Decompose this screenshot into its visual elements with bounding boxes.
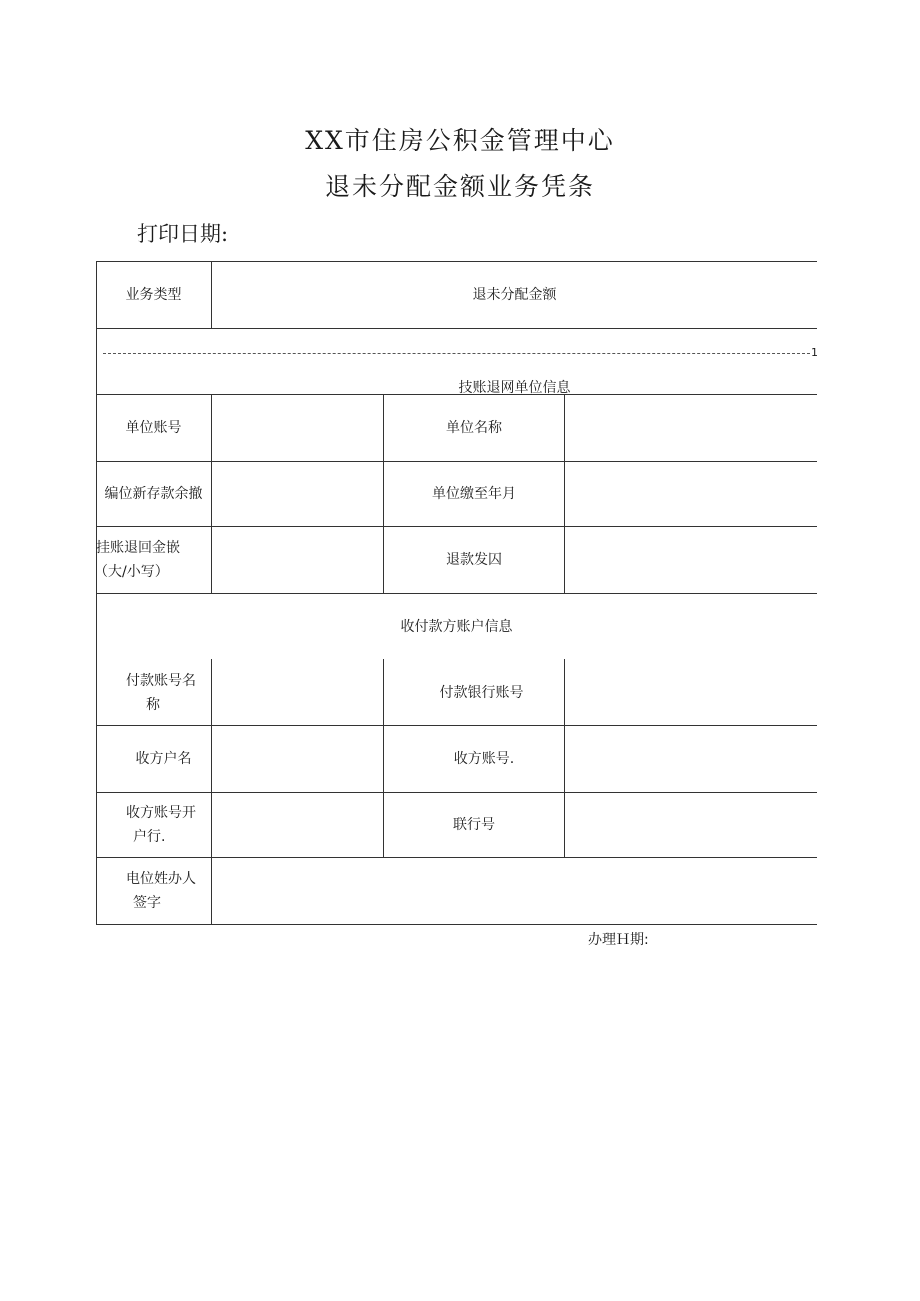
business-type-label: 业务类型	[125, 287, 182, 303]
payer-bank-account-label: 付款银行账号	[439, 684, 524, 701]
handler-signature-value[interactable]	[212, 858, 817, 924]
form-bottom-border	[96, 924, 817, 925]
dashed-divider-mark: 1	[811, 346, 818, 359]
voucher-title: 退未分配金额业务凭条	[324, 172, 595, 201]
print-date-label: 打印日期:	[137, 222, 229, 246]
unit-paid-until-label: 单位缴至年月	[432, 486, 516, 502]
handler-signature-line1: 电位姓办人	[126, 871, 196, 887]
section-payment-info: 收付款方账户信息	[400, 619, 513, 635]
payer-account-name-label	[126, 660, 211, 725]
refund-reason-value[interactable]	[565, 527, 817, 593]
payee-account-label: 收方账号.	[453, 751, 515, 767]
form-left-border	[96, 261, 97, 925]
payee-bank-label	[126, 793, 211, 857]
business-type-value: 退未分配金额	[472, 287, 557, 303]
refund-amount-label	[96, 527, 211, 593]
refund-amount-label-line2: （大/小写）	[94, 564, 169, 580]
payer-account-name-value[interactable]	[212, 660, 383, 725]
section-unit-info: 技账退网单位信息	[458, 380, 571, 396]
unit-account-value[interactable]	[212, 395, 383, 461]
payee-bank-value[interactable]	[212, 793, 383, 857]
row-divider	[96, 328, 817, 329]
dashed-divider	[103, 353, 810, 354]
unit-balance-label: 编位新存款余撤	[104, 486, 203, 502]
handler-signature-label	[126, 858, 211, 924]
payer-bank-account-value[interactable]	[565, 660, 817, 725]
payer-account-name-line1: 付款账号名	[126, 672, 196, 689]
unit-name-label: 单位名称	[446, 420, 502, 436]
payer-account-name-line2: 称	[146, 696, 160, 713]
refund-amount-label-line1: 挂账退回金嵌	[96, 540, 180, 556]
unit-account-label: 单位账号	[125, 420, 182, 436]
payee-name-label: 收方户名	[135, 751, 192, 767]
unit-name-value[interactable]	[565, 395, 817, 461]
unit-balance-value[interactable]	[212, 462, 383, 526]
refund-amount-value[interactable]	[212, 527, 383, 593]
payee-bank-line2: 户行.	[133, 829, 166, 845]
center-title: XX市住房公积金管理中心	[305, 126, 615, 155]
handler-signature-line2: 签字	[133, 895, 161, 911]
unit-paid-until-value[interactable]	[565, 462, 817, 526]
bank-code-value[interactable]	[565, 793, 817, 857]
payee-bank-line1: 收方账号开	[126, 805, 196, 821]
handle-date-label: 办理Ｈ期:	[588, 932, 649, 948]
payee-name-value[interactable]	[212, 726, 383, 792]
refund-reason-label: 退款发囚	[446, 552, 502, 568]
bank-code-label: 联行号	[453, 817, 495, 833]
payee-account-value[interactable]	[565, 726, 817, 792]
